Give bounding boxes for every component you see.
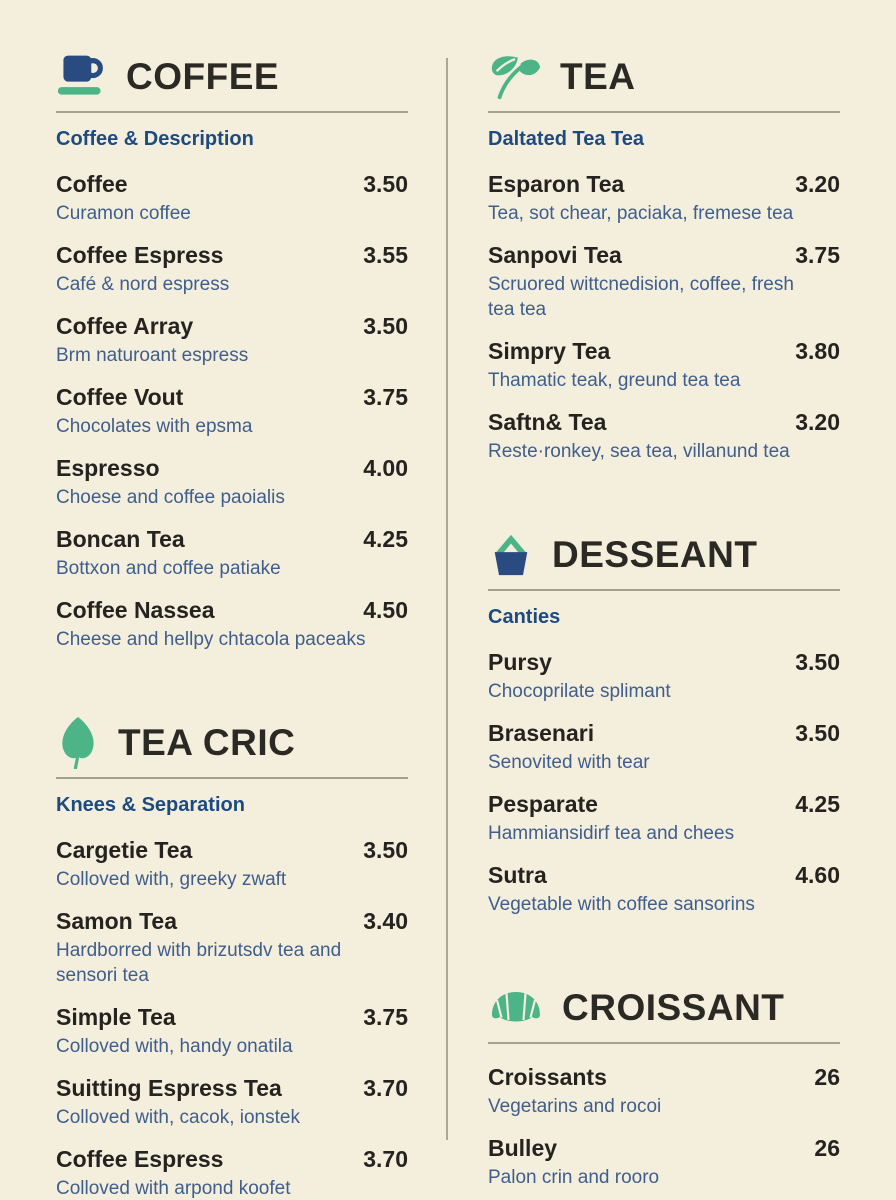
item-description: Choese and coffee paoialis: [56, 487, 285, 508]
menu-item: [56, 1145, 408, 1200]
item-description: Palon crin and rooro: [488, 1167, 660, 1188]
section-title: DESSEANT: [552, 533, 758, 575]
item-description: Colloved with, greeky zwaft: [56, 869, 287, 890]
menu-item: [488, 1063, 840, 1119]
item-name: Coffee Vout: [56, 384, 184, 410]
item-description: Colloved with, cacok, ionstek: [56, 1107, 300, 1128]
menu-item: [56, 241, 408, 297]
item-price: 3.75: [363, 384, 408, 410]
item-description: Reste·ronkey, sea tea, villanund tea: [488, 441, 790, 462]
croissant-icon: [488, 987, 544, 1027]
item-price: 3.50: [363, 171, 408, 197]
item-description: Hardborred with brizutsdv tea and sensori tea: [56, 940, 342, 986]
item-description: Scruored wittcnedision, coffee, fresh tea tea: [488, 274, 794, 320]
item-description: Vegetarins and rocoi: [488, 1096, 662, 1117]
item-name: Coffee Espress: [56, 242, 224, 268]
item-price: 3.55: [363, 242, 408, 268]
item-description: Curamon coffee: [56, 203, 191, 224]
menu-item: [56, 454, 408, 510]
section-title: TEA: [560, 55, 636, 97]
section-rule: [56, 777, 408, 779]
item-name: Pesparate: [488, 791, 598, 817]
item-price: 3.40: [363, 908, 408, 934]
item-name: Coffee Array: [56, 313, 194, 339]
section-tea: [488, 50, 840, 464]
section-title: COFFEE: [126, 55, 280, 97]
item-name: Brasenari: [488, 720, 595, 746]
dessert-basket-icon: [488, 530, 534, 578]
section-title: CROISSANT: [562, 986, 785, 1028]
section-croissant: [488, 981, 840, 1190]
item-price: 4.60: [795, 862, 840, 888]
item-name: Sanpovi Tea: [488, 242, 622, 268]
item-price: 3.20: [795, 409, 840, 435]
item-name: Bulley: [488, 1135, 558, 1161]
item-price: 4.25: [363, 526, 408, 552]
section-tea-cric: [56, 716, 408, 1200]
left-column: [56, 50, 408, 1200]
menu-item: [488, 648, 840, 704]
menu-item: [488, 170, 840, 226]
item-name: Cargetie Tea: [56, 837, 193, 863]
section-header: [488, 981, 840, 1033]
item-name: Esparon Tea: [488, 171, 625, 197]
item-price: 3.50: [363, 837, 408, 863]
section-desseant: [488, 528, 840, 917]
section-header: [488, 50, 840, 102]
item-price: 26: [814, 1135, 840, 1161]
column-divider: [446, 58, 448, 1140]
menu-item: [488, 790, 840, 846]
item-list: [56, 836, 408, 1200]
item-list: [488, 1063, 840, 1190]
item-description: Cheese and hellpy chtacola paceaks: [56, 629, 366, 650]
menu-item: [56, 383, 408, 439]
item-name: Coffee Nassea: [56, 597, 215, 623]
item-price: 4.25: [795, 791, 840, 817]
menu-item: [488, 241, 840, 322]
item-description: Senovited with tear: [488, 752, 650, 773]
menu-item: [488, 861, 840, 917]
item-description: Vegetable with coffee sansorins: [488, 894, 755, 915]
item-price: 26: [814, 1064, 840, 1090]
item-price: 3.50: [363, 313, 408, 339]
item-price: 3.50: [795, 649, 840, 675]
item-description: Colloved with arpond koofet: [56, 1178, 291, 1199]
item-price: 4.50: [363, 597, 408, 623]
menu-item: [488, 337, 840, 393]
section-subtitle: Coffee & Description: [56, 128, 254, 150]
menu-item: [56, 836, 408, 892]
item-description: Café & nord espress: [56, 274, 230, 295]
item-name: Simple Tea: [56, 1004, 176, 1030]
item-price: 3.75: [363, 1004, 408, 1030]
item-price: 4.00: [363, 455, 408, 481]
item-price: 3.75: [795, 242, 840, 268]
item-price: 3.80: [795, 338, 840, 364]
item-name: Saftn& Tea: [488, 409, 607, 435]
item-price: 3.20: [795, 171, 840, 197]
section-rule: [488, 111, 840, 113]
section-rule: [488, 1042, 840, 1044]
menu-item: [56, 1003, 408, 1059]
item-description: Brm naturoant espress: [56, 345, 249, 366]
item-name: Suitting Espress Tea: [56, 1075, 282, 1101]
item-name: Coffee Espress: [56, 1146, 224, 1172]
item-name: Simpry Tea: [488, 338, 611, 364]
menu-item: [56, 907, 408, 988]
item-price: 3.50: [795, 720, 840, 746]
item-name: Boncan Tea: [56, 526, 185, 552]
menu-item: [488, 719, 840, 775]
section-header: [56, 50, 408, 102]
section-subtitle: Canties: [488, 606, 561, 628]
menu-item: [488, 1134, 840, 1190]
section-header: [488, 528, 840, 580]
item-description: Bottxon and coffee patiake: [56, 558, 281, 579]
item-description: Tea, sot chear, paciaka, fremese tea: [488, 203, 794, 224]
right-column: [488, 50, 840, 1200]
item-description: Colloved with, handy onatila: [56, 1036, 293, 1057]
item-price: 3.70: [363, 1075, 408, 1101]
item-price: 3.70: [363, 1146, 408, 1172]
menu-item: [56, 170, 408, 226]
section-header: [56, 716, 408, 768]
section-coffee: [56, 50, 408, 652]
item-description: Chocoprilate splimant: [488, 681, 671, 702]
item-description: Chocolates with epsma: [56, 416, 253, 437]
section-rule: [56, 111, 408, 113]
coffee-cup-icon: [56, 52, 108, 100]
item-name: Espresso: [56, 455, 160, 481]
menu-item: [488, 408, 840, 464]
menu-item: [56, 596, 408, 652]
item-name: Pursy: [488, 649, 552, 675]
section-subtitle: Daltated Tea Tea: [488, 128, 644, 150]
item-name: Croissants: [488, 1064, 607, 1090]
item-name: Sutra: [488, 862, 547, 888]
item-name: Coffee: [56, 171, 128, 197]
item-list: [56, 170, 408, 652]
section-rule: [488, 589, 840, 591]
leaf-icon: [56, 715, 100, 769]
item-description: Thamatic teak, greund tea tea: [488, 370, 741, 391]
item-description: Hammiansidirf tea and chees: [488, 823, 735, 844]
menu-item: [56, 525, 408, 581]
item-list: [488, 170, 840, 464]
tea-sprout-icon: [488, 52, 542, 100]
item-name: Samon Tea: [56, 908, 177, 934]
menu-item: [56, 1074, 408, 1130]
menu-item: [56, 312, 408, 368]
section-title: TEA CRIC: [118, 721, 296, 763]
section-subtitle: Knees & Separation: [56, 794, 245, 816]
item-list: [488, 648, 840, 917]
